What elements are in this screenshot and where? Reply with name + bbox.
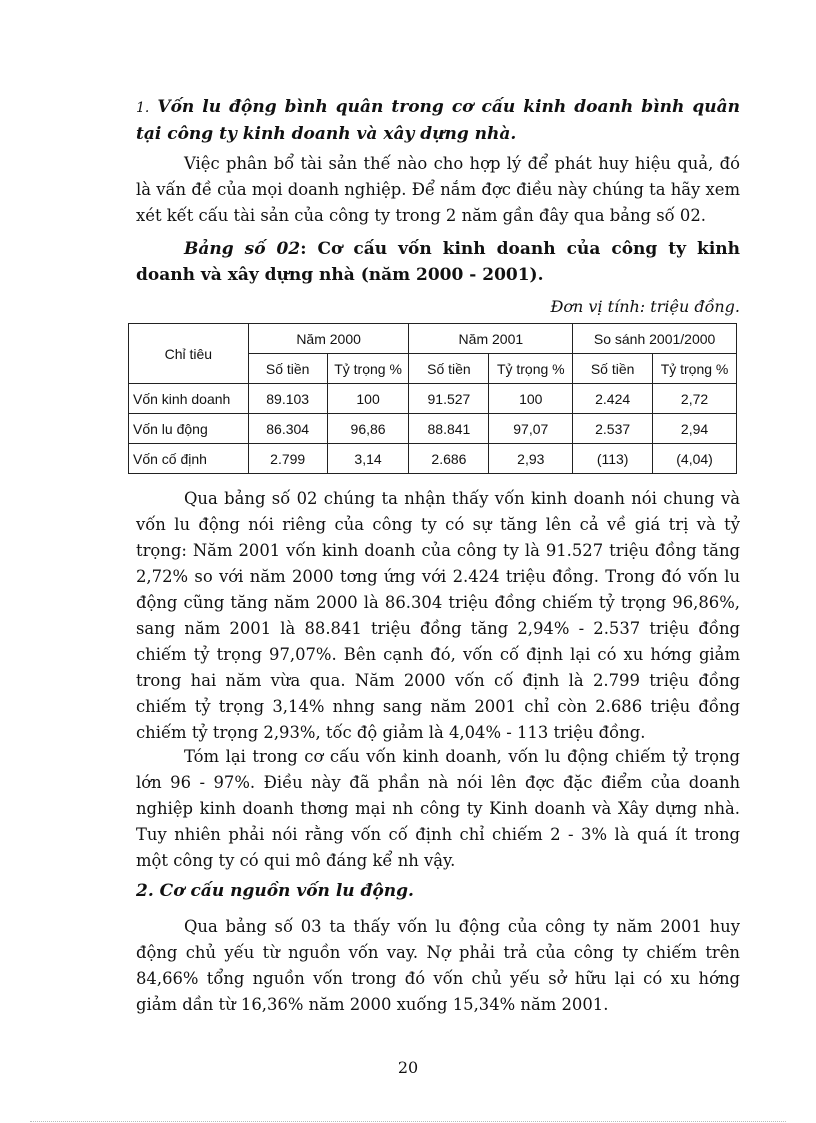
table-cell: 86.304 <box>248 414 327 444</box>
table-cell: 2,93 <box>489 444 573 474</box>
table-header-row <box>129 324 737 354</box>
row-label: Vốn kinh doanh <box>129 384 249 414</box>
subheader-amount: Số tiền <box>248 354 327 384</box>
table-cell: 89.103 <box>248 384 327 414</box>
table-cell: 97,07 <box>489 414 573 444</box>
row-label: Vốn lu động <box>129 414 249 444</box>
subheader-share: Tỷ trọng % <box>327 354 409 384</box>
section-1-title: Vốn lu động bình quân trong cơ cấu kinh doanh bình quân tại công ty kinh doanh và xây dựng nhà. <box>136 97 740 144</box>
paragraph-2: Qua bảng số 02 chúng ta nhận thấy vốn kinh doanh nói chung và vốn lu động nói riêng của công ty có sự tăng lên cả về giá trị và tỷ trọng: Năm 2001 vốn kinh doanh của công ty là 91.527 triệu đồng tăng 2,72% so với năm 2000 tơng ứng với 2.424 triệu đồng. Trong đó vốn lu động cũng tăng năm 2000 là 86.304 triệu đồng chiếm tỷ trọng 96,86%, sang năm 2001 là 88.841 triệu đồng tăng 2,94% - 2.537 triệu đồng chiếm tỷ trọng 97,07%. Bên cạnh đó, vốn cố định lại có xu hớng giảm trong hai năm vừa qua. Năm 2000 vốn cố định là 2.799 triệu đồng chiếm tỷ trọng 3,14% nhng sang năm 2001 chỉ còn 2.686 triệu đồng chiếm tỷ trọng 2,93%, tốc độ giảm là 4,04% - 113 triệu đồng. <box>136 489 740 742</box>
subheader-share: Tỷ trọng % <box>653 354 737 384</box>
header-comparison: So sánh 2001/2000 <box>573 324 737 354</box>
table-caption-text: : Cơ cấu vốn kinh doanh của công ty kinh doanh và xây dựng nhà (năm 2000 - 2001). <box>136 239 740 285</box>
header-year-2000: Năm 2000 <box>248 324 409 354</box>
table-cell: 100 <box>327 384 409 414</box>
table-row <box>129 384 737 414</box>
table-cell: 2.537 <box>573 414 653 444</box>
section-1-number: 1. <box>136 100 150 116</box>
capital-structure-table <box>128 323 737 474</box>
table-cell: 2,72 <box>653 384 737 414</box>
table-cell: 91.527 <box>409 384 489 414</box>
table-cell: 2.686 <box>409 444 489 474</box>
table-cell: 100 <box>489 384 573 414</box>
unit-note: Đơn vị tính: triệu đồng. <box>550 297 740 316</box>
table-cell: 2,94 <box>653 414 737 444</box>
row-label: Vốn cố định <box>129 444 249 474</box>
table-cell: 3,14 <box>327 444 409 474</box>
section-2-heading: 2. Cơ cấu nguồn vốn lu động. <box>136 881 414 901</box>
table-cell: 2.424 <box>573 384 653 414</box>
header-year-2001: Năm 2001 <box>409 324 573 354</box>
header-chi-tieu: Chỉ tiêu <box>129 324 249 384</box>
table-row <box>129 414 737 444</box>
table-caption <box>136 236 740 288</box>
table-row <box>129 444 737 474</box>
subheader-amount: Số tiền <box>573 354 653 384</box>
paragraph-1: Việc phân bổ tài sản thế nào cho hợp lý để phát huy hiệu quả, đó là vấn đề của mọi doanh nghiệp. Để nắm đợc điều này chúng ta hãy xem xét kết cấu tài sản của công ty trong 2 năm gần đây qua bảng số 02. <box>136 154 740 225</box>
paragraph-4: Qua bảng số 03 ta thấy vốn lu động của công ty năm 2001 huy động chủ yếu từ nguồn vốn vay. Nợ phải trả của công ty chiếm trên 84,66% tổng nguồn vốn trong đó vốn chủ yếu sở hữu lại có xu hớng giảm dần từ 16,36% năm 2000 xuống 15,34% năm 2001. <box>136 917 740 1014</box>
subheader-share: Tỷ trọng % <box>489 354 573 384</box>
subheader-amount: Số tiền <box>409 354 489 384</box>
table-cell: 96,86 <box>327 414 409 444</box>
table-cell: 2.799 <box>248 444 327 474</box>
table-caption-lead: Bảng số 02 <box>184 239 301 259</box>
table-cell: (4,04) <box>653 444 737 474</box>
paragraph-3: Tóm lại trong cơ cấu vốn kinh doanh, vốn lu động chiếm tỷ trọng lớn 96 - 97%. Điều này đã phần nà nói lên đợc đặc điểm của doanh nghiệp kinh doanh thơng mại nh công ty Kinh doanh và Xây dựng nhà. Tuy nhiên phải nói rằng vốn cố định chỉ chiếm 2 - 3% là quá ít trong một công ty có qui mô đáng kể nh vậy. <box>136 747 740 870</box>
footer-divider <box>30 1121 786 1122</box>
section-1-heading <box>136 94 740 147</box>
table-cell: 88.841 <box>409 414 489 444</box>
page-number: 20 <box>397 1058 419 1077</box>
table-cell: (113) <box>573 444 653 474</box>
